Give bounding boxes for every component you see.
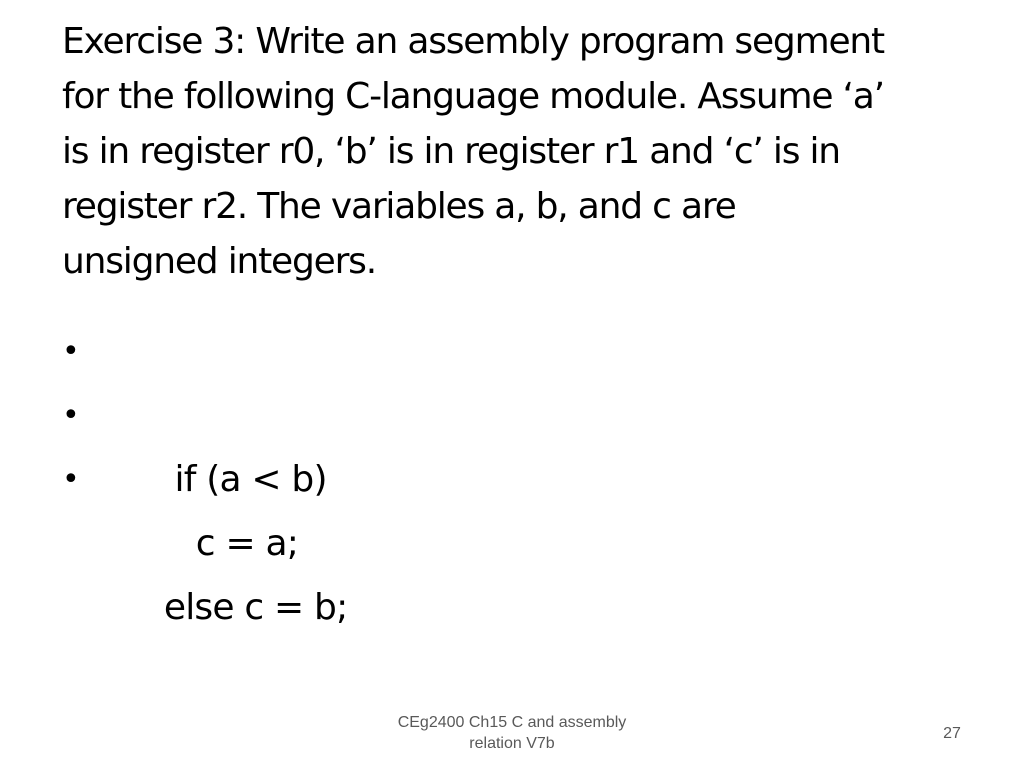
footer-line: CEg2400 Ch15 C and assembly [397, 714, 627, 731]
title-line: for the following C-language module. Assume ‘a’ [62, 76, 884, 117]
footer-line: relation V7b [469, 735, 555, 752]
bullet-text: if (a < b) [163, 459, 327, 500]
bullet-list [62, 320, 962, 628]
title-line: is in register r0, ‘b’ is in register r1 and ‘c’ is in [62, 131, 840, 172]
bullet-icon: • [62, 462, 79, 497]
bullet-icon: • [62, 398, 79, 433]
bullet-text: else c = b; [163, 587, 348, 628]
bullet-text: c = a; [163, 523, 299, 564]
bullet-icon: • [62, 334, 79, 369]
slide-title [62, 14, 982, 289]
title-line: register r2. The variables a, b, and c are [62, 186, 736, 227]
title-line: Exercise 3: Write an assembly program segment [62, 21, 884, 62]
title-line: unsigned integers. [62, 241, 376, 282]
bullet-item [62, 320, 962, 500]
page-number: 27 [943, 725, 961, 742]
slide-footer [362, 712, 662, 754]
